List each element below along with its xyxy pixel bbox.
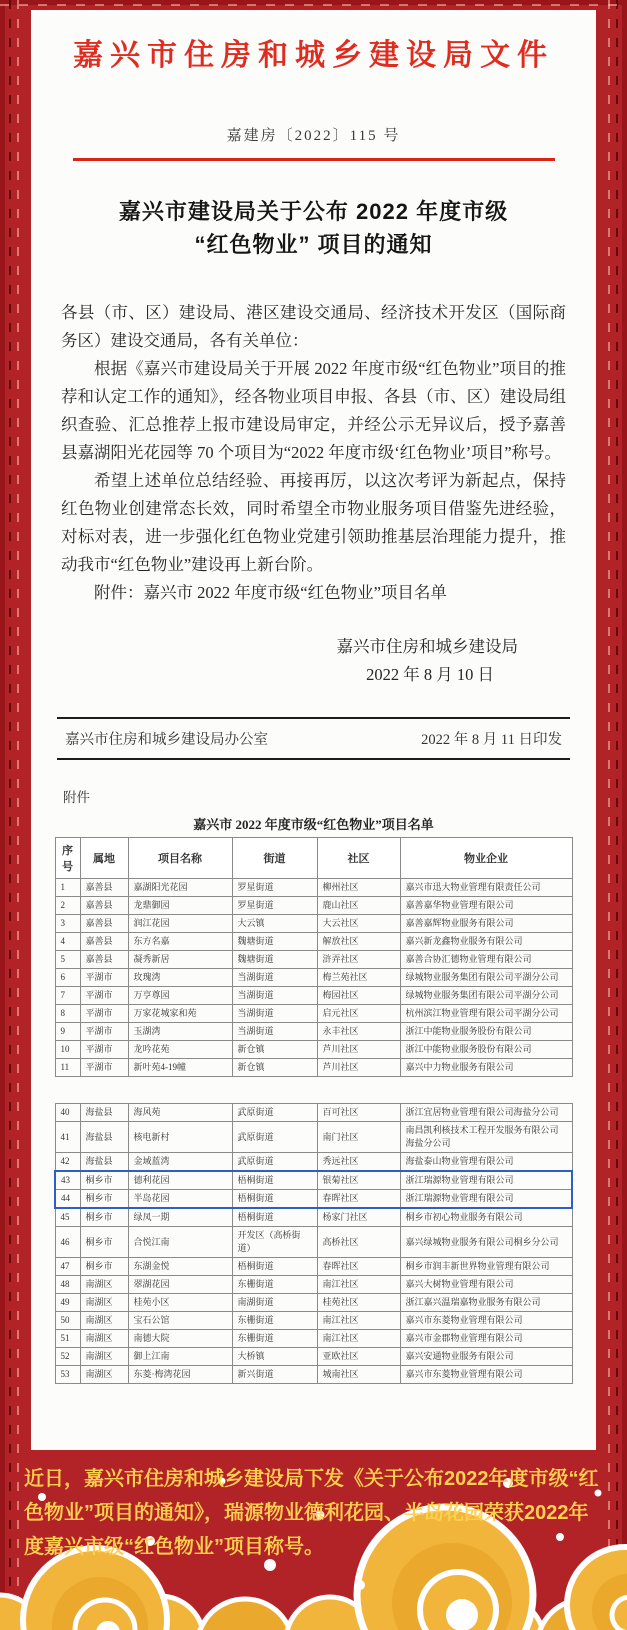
table-cell: 大桥镇: [232, 1348, 317, 1366]
document-header-title: 嘉兴市住房和城乡建设局文件: [73, 39, 554, 72]
table-cell: 芦川社区: [317, 1059, 400, 1077]
table-cell: 当湖街道: [232, 969, 317, 987]
table-cell: 41: [55, 1122, 80, 1153]
table-cell: 南湖区: [80, 1312, 128, 1330]
document-number: 嘉建房〔2022〕115 号: [226, 128, 401, 144]
table-header-row: [55, 838, 572, 879]
table-cell: 秀远社区: [317, 1153, 400, 1172]
stitch-border-top: [0, 4, 627, 6]
table-cell: 万家花城家和苑: [128, 1005, 232, 1023]
table-cell: 浙江中能物业服务股份有限公司: [400, 1023, 572, 1041]
table-cell: 东湖金悦: [128, 1258, 232, 1276]
table-cell: 平湖市: [80, 987, 128, 1005]
table-cell: 47: [55, 1258, 80, 1276]
table-cell: 梧桐街道: [232, 1190, 317, 1209]
table-row: [55, 1348, 572, 1366]
table-cell: 梧桐街道: [232, 1208, 317, 1227]
table-cell: 新叶苑4-19幢: [128, 1059, 232, 1077]
table-cell: 48: [55, 1276, 80, 1294]
table-cell: 南江社区: [317, 1276, 400, 1294]
project-table-part1: [55, 837, 573, 1077]
table-cell: 杨家门社区: [317, 1208, 400, 1227]
table-cell: 浙江嘉兴温瑞嘉物业服务有限公司: [400, 1294, 572, 1312]
table-cell: 南湖街道: [232, 1294, 317, 1312]
table-cell: 东栅街道: [232, 1312, 317, 1330]
table-cell: 嘉兴市金郡物业管理有限公司: [400, 1330, 572, 1348]
table-cell: 大云镇: [232, 915, 317, 933]
table-cell: 东栅街道: [232, 1330, 317, 1348]
table-cell: 亚欧社区: [317, 1348, 400, 1366]
table-cell: 魏塘街道: [232, 933, 317, 951]
table-cell: 浙江瑞源物业管理有限公司: [400, 1190, 572, 1209]
table-cell: 嘉兴市东菱物业管理有限公司: [400, 1366, 572, 1384]
red-divider: [73, 158, 555, 161]
table-cell: 桂苑小区: [128, 1294, 232, 1312]
table-cell: 46: [55, 1227, 80, 1258]
table-cell: 当湖街道: [232, 987, 317, 1005]
table-row: [55, 1276, 572, 1294]
table-cell: 49: [55, 1294, 80, 1312]
table-cell: 嘉善嘉华物业管理有限公司: [400, 897, 572, 915]
table-cell: 玫瑰湾: [128, 969, 232, 987]
table-cell: 南门社区: [317, 1122, 400, 1153]
table-row: [55, 987, 572, 1005]
table-row: [55, 897, 572, 915]
paragraph-2: 希望上述单位总结经验、再接再厉，以这次考评为新起点，保持红色物业创建常态长效，同时希望全市物业服务项目借鉴先进经验，对标对表，进一步强化红色物业党建引领助推基层治理能力提升，推动我市“红色物业”建设再上新台阶。: [61, 471, 566, 574]
table-cell: 海盐泰山物业管理有限公司: [400, 1153, 572, 1172]
table-row: [55, 1294, 572, 1312]
table-row: [55, 1041, 572, 1059]
stitch-border-right-light: [608, 0, 610, 1630]
table-cell: 南江社区: [317, 1330, 400, 1348]
table-cell: 东方名嘉: [128, 933, 232, 951]
table-cell: 2: [55, 897, 80, 915]
bottom-caption: 近日，嘉兴市住房和城乡建设局下发《关于公布2022年度市级“红色物业”项目的通知》，瑞源物业德利花园、半岛花园荣获2022年度嘉兴市级“红色物业”项目称号。: [24, 1468, 599, 1558]
table-cell: 绿城物业服务集团有限公司平湖分公司: [400, 969, 572, 987]
table-cell: 嘉兴市迅大物业管理有限责任公司: [400, 879, 572, 897]
table-cell: 嘉善县: [80, 897, 128, 915]
table-cell: 40: [55, 1104, 80, 1122]
table-cell: 南江社区: [317, 1312, 400, 1330]
table-cell: 嘉兴中力物业服务有限公司: [400, 1059, 572, 1077]
table-cell: 嘉兴市东菱物业管理有限公司: [400, 1312, 572, 1330]
table-header-cell: 街道: [232, 838, 317, 879]
table-cell: 44: [55, 1190, 80, 1209]
issuer-name: 嘉兴市住房和城乡建设局: [336, 637, 518, 656]
table-cell: 核电新村: [128, 1122, 232, 1153]
table-cell: 南湖区: [80, 1276, 128, 1294]
table-cell: 1: [55, 879, 80, 897]
attachment-line: 附件：嘉兴市 2022 年度市级“红色物业”项目名单: [94, 583, 447, 602]
table-cell: 金域蓝湾: [128, 1153, 232, 1172]
table-cell: 嘉湖阳光花园: [128, 879, 232, 897]
table-cell: 53: [55, 1366, 80, 1384]
table-cell: 桐乡市: [80, 1227, 128, 1258]
table-cell: 武原街道: [232, 1122, 317, 1153]
table-cell: 鹿山社区: [317, 897, 400, 915]
table-header-cell: 社区: [317, 838, 400, 879]
table-cell: 开发区（高桥街道）: [232, 1227, 317, 1258]
table-cell: 桐乡市: [80, 1190, 128, 1209]
table-row: [55, 1122, 572, 1153]
table-cell: 银菊社区: [317, 1171, 400, 1190]
table-cell: 桐乡市: [80, 1171, 128, 1190]
table-cell: 凝秀新居: [128, 951, 232, 969]
table-cell: 东栅街道: [232, 1276, 317, 1294]
table-cell: 嘉善县: [80, 915, 128, 933]
table-cell: 5: [55, 951, 80, 969]
paragraph-1: 根据《嘉兴市建设局关于开展 2022 年度市级“红色物业”项目的推荐和认定工作的通知》，经各物业项目申报、各县（市、区）建设局组织查验、汇总推荐上报市建设局审定，并经公示无异议后，授予嘉善县嘉湖阳光花园等 70 个项目为“2022 年度市级‘红色物业’项目”称号。: [61, 359, 566, 462]
table-cell: 52: [55, 1348, 80, 1366]
table-cell: 合悦江南: [128, 1227, 232, 1258]
table-cell: 11: [55, 1059, 80, 1077]
table-cell: 45: [55, 1208, 80, 1227]
table-row: [55, 879, 572, 897]
table-row: [55, 915, 572, 933]
table-cell: 万亨尊园: [128, 987, 232, 1005]
table-header-cell: 序号: [55, 838, 80, 879]
table-cell: 嘉善嘉辉物业服务有限公司: [400, 915, 572, 933]
table-cell: 润江花园: [128, 915, 232, 933]
table-cell: 杭州滨江物业管理有限公司平湖分公司: [400, 1005, 572, 1023]
table-cell: 10: [55, 1041, 80, 1059]
table-row: [55, 1023, 572, 1041]
table-cell: 50: [55, 1312, 80, 1330]
signature-block: [61, 633, 566, 689]
table-row: [55, 1227, 572, 1258]
stitch-border-left-dark: [9, 0, 11, 1630]
table-cell: 9: [55, 1023, 80, 1041]
table-cell: 海盐县: [80, 1153, 128, 1172]
table-cell: 南湖区: [80, 1348, 128, 1366]
table-title: 嘉兴市 2022 年度市级“红色物业”项目名单: [193, 817, 434, 832]
issue-date: 2022 年 8 月 10 日: [366, 665, 494, 684]
table-cell: 绿城物业服务集团有限公司平湖分公司: [400, 987, 572, 1005]
table-row: [55, 933, 572, 951]
table-cell: 浒弄社区: [317, 951, 400, 969]
table-cell: 半岛花园: [128, 1190, 232, 1209]
table-cell: 南德大院: [128, 1330, 232, 1348]
table-cell: 梧桐街道: [232, 1258, 317, 1276]
table-cell: 当湖街道: [232, 1023, 317, 1041]
table-cell: 魏塘街道: [232, 951, 317, 969]
table-cell: 解放社区: [317, 933, 400, 951]
appendix-label: 附件: [63, 790, 90, 805]
footer-office: 嘉兴市住房和城乡建设局办公室: [65, 732, 268, 748]
notice-title-line1: 嘉兴市建设局关于公布 2022 年度市级: [118, 199, 509, 224]
table-cell: 春晖社区: [317, 1190, 400, 1209]
table-cell: 当湖街道: [232, 1005, 317, 1023]
project-table-part2: [54, 1103, 573, 1384]
table-cell: 百可社区: [317, 1104, 400, 1122]
table-cell: 东菱·梅湾花园: [128, 1366, 232, 1384]
table-row: [55, 951, 572, 969]
table-cell: 宝石公馆: [128, 1312, 232, 1330]
table-cell: 御上江南: [128, 1348, 232, 1366]
table-cell: 海盐县: [80, 1104, 128, 1122]
table-cell: 桐乡市润丰新世界物业管理有限公司: [400, 1258, 572, 1276]
table-cell: 浙江宜居物业管理有限公司海盐分公司: [400, 1104, 572, 1122]
table-cell: 嘉善县: [80, 951, 128, 969]
table-cell: 平湖市: [80, 1059, 128, 1077]
table-cell: 7: [55, 987, 80, 1005]
table-cell: 南湖区: [80, 1366, 128, 1384]
table-row: [55, 1258, 572, 1276]
table-cell: 龙吟花苑: [128, 1041, 232, 1059]
table-row: [55, 1312, 572, 1330]
table-cell: 武原街道: [232, 1153, 317, 1172]
table-row: [55, 1005, 572, 1023]
table-row: [55, 1153, 572, 1172]
table-header-cell: 属地: [80, 838, 128, 879]
footer-print-date: 2022 年 8 月 11 日印发: [421, 732, 562, 748]
table-cell: 3: [55, 915, 80, 933]
table-cell: 嘉善县: [80, 933, 128, 951]
table-cell: 桐乡市: [80, 1208, 128, 1227]
table-cell: 高桥社区: [317, 1227, 400, 1258]
table-cell: 龙鼎御园: [128, 897, 232, 915]
stitch-border-left-light: [17, 0, 19, 1630]
table-cell: 4: [55, 933, 80, 951]
table-row: [55, 1059, 572, 1077]
table-row: [55, 1171, 572, 1190]
salutation: 各县（市、区）建设局、港区建设交通局、经济技术开发区（国际商务区）建设交通局，各有关单位：: [61, 303, 566, 350]
table-cell: 海盐县: [80, 1122, 128, 1153]
table-cell: 芦川社区: [317, 1041, 400, 1059]
table-cell: 南湖区: [80, 1294, 128, 1312]
table-row: [55, 969, 572, 987]
table-cell: 6: [55, 969, 80, 987]
table-cell: 桐乡市初心物业服务有限公司: [400, 1208, 572, 1227]
table-cell: 嘉善县: [80, 879, 128, 897]
table-row: [55, 1190, 572, 1209]
table-cell: 新仓镇: [232, 1041, 317, 1059]
table-cell: 嘉兴新龙鑫物业服务有限公司: [400, 933, 572, 951]
table-cell: 春晖社区: [317, 1258, 400, 1276]
table-row: [55, 1104, 572, 1122]
table-cell: 永丰社区: [317, 1023, 400, 1041]
table-cell: 桂苑社区: [317, 1294, 400, 1312]
table-cell: 平湖市: [80, 1023, 128, 1041]
table-cell: 梅园社区: [317, 987, 400, 1005]
table-cell: 嘉兴安通物业服务有限公司: [400, 1348, 572, 1366]
table-cell: 罗星街道: [232, 897, 317, 915]
table-cell: 平湖市: [80, 1005, 128, 1023]
table-cell: 8: [55, 1005, 80, 1023]
table-cell: 桐乡市: [80, 1258, 128, 1276]
table-cell: 德利花园: [128, 1171, 232, 1190]
table-cell: 南湖区: [80, 1330, 128, 1348]
official-document: [31, 10, 596, 1450]
document-body: [31, 299, 596, 689]
table-row: [55, 1366, 572, 1384]
stitch-border-right-dark: [616, 0, 618, 1630]
table-cell: 武原街道: [232, 1104, 317, 1122]
table-cell: 浙江中能物业服务股份有限公司: [400, 1041, 572, 1059]
print-info-box: [57, 717, 570, 760]
table-cell: 平湖市: [80, 969, 128, 987]
table-cell: 梅兰苑社区: [317, 969, 400, 987]
table-cell: 大云社区: [317, 915, 400, 933]
notice-title: [31, 195, 596, 261]
table-cell: 南昌凯利核技术工程开发服务有限公司海盐分公司: [400, 1122, 572, 1153]
table-cell: 翠湖花园: [128, 1276, 232, 1294]
table-cell: 柳州社区: [317, 879, 400, 897]
table-row: [55, 1330, 572, 1348]
table-cell: 浙江瑞源物业管理有限公司: [400, 1171, 572, 1190]
table-cell: 新仓镇: [232, 1059, 317, 1077]
table-cell: 城南社区: [317, 1366, 400, 1384]
table-cell: 新兴街道: [232, 1366, 317, 1384]
table-cell: 海风苑: [128, 1104, 232, 1122]
table-row: [55, 1208, 572, 1227]
table-cell: 嘉善合协汇德物业管理有限公司: [400, 951, 572, 969]
table-cell: 平湖市: [80, 1041, 128, 1059]
table-cell: 43: [55, 1171, 80, 1190]
notice-title-line2: “红色物业” 项目的通知: [194, 232, 433, 257]
table-cell: 玉湖湾: [128, 1023, 232, 1041]
table-cell: 嘉兴绿城物业服务有限公司桐乡分公司: [400, 1227, 572, 1258]
table-cell: 42: [55, 1153, 80, 1172]
table-header-cell: 项目名称: [128, 838, 232, 879]
table-cell: 罗星街道: [232, 879, 317, 897]
table-cell: 梧桐街道: [232, 1171, 317, 1190]
table-cell: 启元社区: [317, 1005, 400, 1023]
table-cell: 51: [55, 1330, 80, 1348]
table-cell: 绿凤一期: [128, 1208, 232, 1227]
table-header-cell: 物业企业: [400, 838, 572, 879]
table-cell: 嘉兴大树物业管理有限公司: [400, 1276, 572, 1294]
